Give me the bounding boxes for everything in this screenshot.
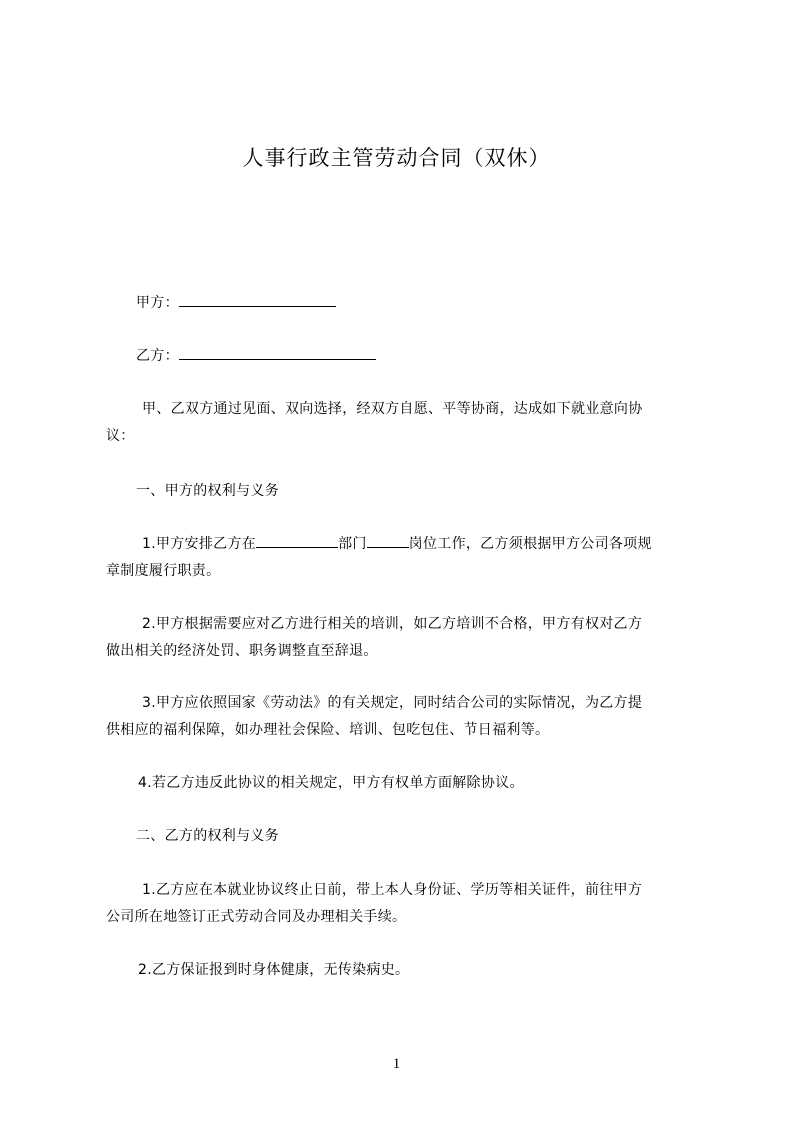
party-b-label: 乙方： [136, 348, 179, 364]
position-blank[interactable] [367, 534, 409, 548]
s2-item2-line1: 2.乙方保证报到时身体健康，无传染病史。 [138, 962, 410, 978]
section1-heading: 一、甲方的权利与义务 [136, 483, 279, 499]
s1-item1-line1 [142, 533, 652, 553]
page-number: 1 [392, 1056, 401, 1072]
s1-item2-line2: 做出相关的经济处罚、职务调整直至辞退。 [106, 643, 378, 659]
s2-item1-line2: 公司所在地签订正式劳动合同及办理相关手续。 [106, 909, 407, 925]
s1-item3-line1: 3.甲方应依照国家《劳动法》的有关规定，同时结合公司的实际情况，为乙方提 [142, 695, 643, 711]
intro-text-line2: 议： [106, 428, 135, 444]
page-title: 人事行政主管劳动合同（双休） [242, 146, 551, 170]
section2-heading: 二、乙方的权利与义务 [136, 828, 279, 844]
s1-item2-line1: 2.甲方根据需要应对乙方进行相关的培训，如乙方培训不合格，甲方有权对乙方 [142, 616, 643, 632]
party-a-blank[interactable] [179, 293, 336, 307]
party-b-line [136, 345, 376, 365]
party-a-line [136, 292, 336, 312]
party-a-label: 甲方： [136, 295, 179, 311]
intro-text-line1: 甲、乙双方通过见面、双向选择，经双方自愿、平等协商，达成如下就业意向协 [142, 401, 643, 417]
s1-item4-line1: 4.若乙方违反此协议的相关规定，甲方有权单方面解除协议。 [138, 775, 524, 791]
s1-item3-line2: 供相应的福利保障，如办理社会保险、培训、包吃包住、节日福利等。 [106, 722, 550, 738]
s2-item1-line1: 1.乙方应在本就业协议终止日前，带上本人身份证、学历等相关证件，前往甲方 [142, 882, 643, 898]
s1-item1-text-a: 1.甲方安排乙方在 [142, 536, 257, 552]
department-blank[interactable] [256, 534, 338, 548]
s1-item1-text-c: 岗位工作，乙方须根据甲方公司各项规 [408, 536, 652, 552]
party-b-blank[interactable] [179, 346, 376, 360]
s1-item1-text-b: 部门 [338, 536, 367, 552]
s1-item1-line2: 章制度履行职责。 [106, 563, 221, 579]
